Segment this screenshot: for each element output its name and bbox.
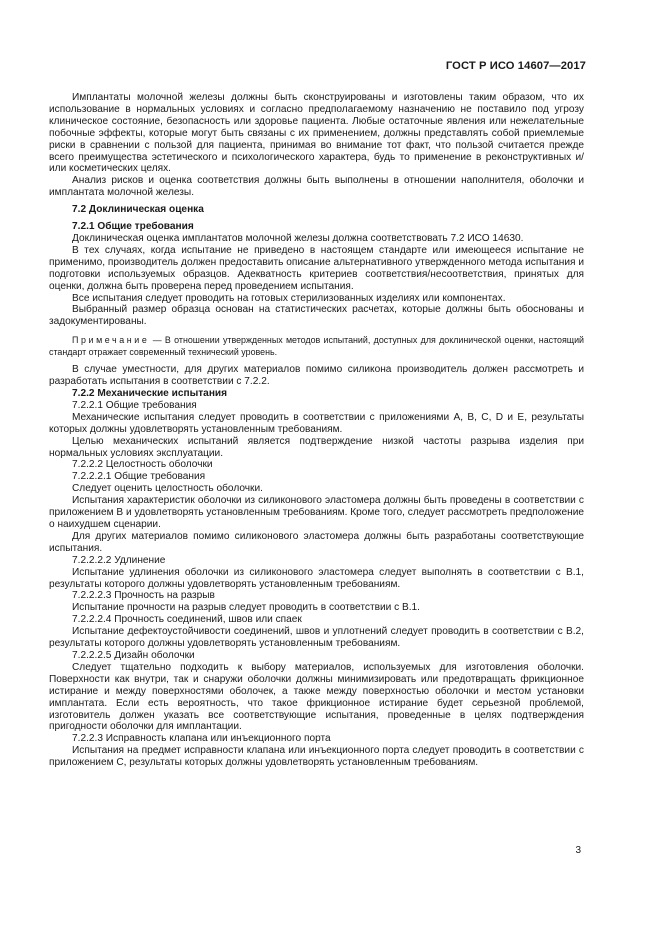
- paragraph: Доклиническая оценка имплантатов молочной железы должна соответствовать 7.2 ИСО 14630.: [72, 232, 524, 244]
- clause-heading: 7.2.2.2.4 Прочность соединений, швов или спаек: [72, 614, 302, 626]
- clause-heading: 7.2.2.2.3 Прочность на разрыв: [72, 590, 215, 602]
- paragraph: Испытания характеристик оболочки из силиконового эластомера должны быть проведены в соответствии с приложением В и удовлетворять установленным требованиям. Кроме того, следует рассмотреть предположение о наихудшем сценарии.: [49, 495, 584, 530]
- document-body: [49, 92, 584, 769]
- section-heading: 7.2 Доклиническая оценка: [72, 204, 204, 216]
- paragraph: Следует тщательно подходить к выбору материалов, используемых для изготовления оболочки. Поверхности как внутри, так и снаружи оболочки должны минимизировать или предотвращать фрикционное истирание и между поверхностями оболочек, а также между поверхностью оболочки и местом установки имплантата. Если есть вероятность, что такое фрикционное истирание будет серьезной проблемой, изготовитель должен указать все соответствующие испытания, проведенные в целях подтверждения пригодности оболочки для имплантации.: [49, 661, 584, 733]
- paragraph: Имплантаты молочной железы должны быть сконструированы и изготовлены таким образом, что их использование в нормальных условиях и согласно предполагаемому назначению не поставило под угрозу клиническое состояние, безопасность или здоровье пациента. Любые остаточные явления или нежелательные побочные эффекты, которые могут быть связаны с их применением, должны представлять собой приемлемые риски в сравнении с пользой для пациента, принимая во внимание тот факт, что пользой считается прежде всего преимущества эстетического и психологического характера, будь то применение в реконструктивных и/или косметических целях.: [49, 92, 584, 175]
- paragraph: Анализ рисков и оценка соответствия должны быть выполнены в отношении наполнителя, оболочки и имплантата молочной железы.: [49, 175, 584, 199]
- document-header: ГОСТ Р ИСО 14607—2017: [445, 60, 586, 72]
- paragraph: Испытание дефектоустойчивости соединений, швов и уплотнений следует проводить в соответствии с В.2, результаты которого должны удовлетворять установленным требованиям.: [49, 626, 584, 650]
- paragraph: Испытания на предмет исправности клапана или инъекционного порта следует проводить в соответствии с приложением С, результаты которых должны удовлетворять установленным требованиям.: [49, 745, 584, 769]
- note: [49, 335, 584, 358]
- note-label: Примечание: [72, 335, 150, 346]
- paragraph: Целью механических испытаний является подтверждение низкой частоты разрыва изделия при нормальных условиях эксплуатации.: [49, 435, 584, 459]
- clause-heading: 7.2.2.3 Исправность клапана или инъекционного порта: [72, 733, 331, 745]
- note-text: — В отношении утвержденных методов испытаний, доступных для доклинической оценки, настоящий стандарт отражает современный технический уровень.: [49, 335, 584, 357]
- paragraph: Испытание удлинения оболочки из силиконового эластомера следует выполнять в соответствии с В.1, результаты которого должны удовлетворять установленным требованиям.: [49, 566, 584, 590]
- paragraph: В случае уместности, для других материалов помимо силикона производитель должен рассмотреть и разработать испытания в соответствии с 7.2.2.: [49, 364, 584, 388]
- paragraph: Следует оценить целостность оболочки.: [72, 483, 263, 495]
- clause-heading: 7.2.2.2.5 Дизайн оболочки: [72, 649, 195, 661]
- clause-heading: 7.2.2.1 Общие требования: [72, 399, 197, 411]
- paragraph: В тех случаях, когда испытание не приведено в настоящем стандарте или имеющееся испытание не применимо, производитель должен предоставить описание альтернативного утвержденного метода испытания и подготовки используемых образцов. Адекватность критериев соответствия/несоответствия, принятых для оценки, должна быть проверена перед проведением испытания.: [49, 244, 584, 292]
- subsection-heading: 7.2.1 Общие требования: [72, 221, 194, 233]
- paragraph: Механические испытания следует проводить в соответствии с приложениями А, В, С, D и Е, результаты которых должны удовлетворять установленным требованиям.: [49, 411, 584, 435]
- clause-heading: 7.2.2.2.2 Удлинение: [72, 554, 166, 566]
- paragraph: Для других материалов помимо силиконового эластомера должны быть разработаны соответствующие испытания.: [49, 530, 584, 554]
- paragraph: Все испытания следует проводить на готовых стерилизованных изделиях или компонентах.: [72, 292, 506, 304]
- subsection-heading: 7.2.2 Механические испытания: [72, 388, 228, 400]
- clause-heading: 7.2.2.2 Целостность оболочки: [72, 459, 213, 471]
- paragraph: Испытание прочности на разрыв следует проводить в соответствии с В.1.: [72, 602, 420, 614]
- page-number: 3: [575, 845, 581, 856]
- clause-heading: 7.2.2.2.1 Общие требования: [72, 471, 206, 483]
- paragraph: Выбранный размер образца основан на статистических расчетах, которые должны быть обоснованы и задокументированы.: [49, 304, 584, 328]
